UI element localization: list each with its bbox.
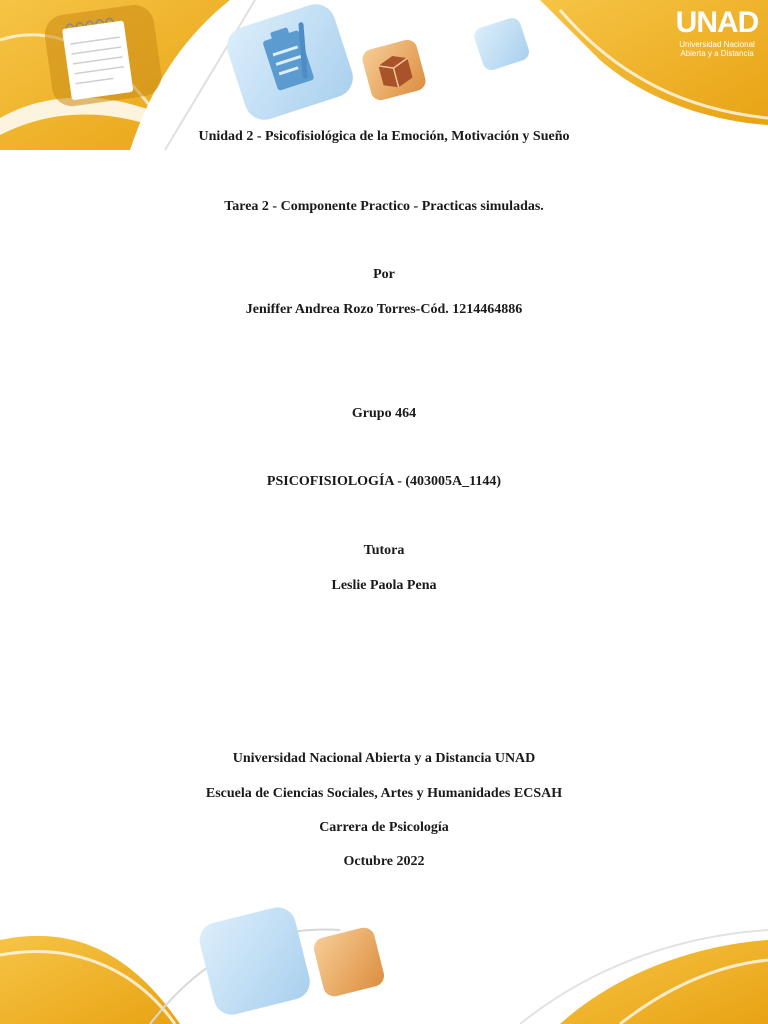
author-name: Jeniffer Andrea Rozo Torres-Cód. 1214464886 [245,302,523,317]
unad-wordmark: UNAD [675,6,759,39]
program-name: Carrera de Psicología [319,820,449,835]
unad-subtitle-line2: Abierta y a Distancia [680,49,754,58]
by-label: Por [373,267,395,282]
university-name: Universidad Nacional Abierta y a Distancia UNAD [232,751,536,766]
unad-logo [672,6,762,66]
course-name: PSICOFISIOLOGÍA - (403005A_1144) [266,474,502,489]
unit-title: Unidad 2 - Psicofisiológica de la Emoción, Motivación y Sueño [198,129,570,144]
book-tile-icon [360,38,428,103]
tutor-label: Tutora [363,543,405,558]
unad-subtitle-line1: Universidad Nacional [679,40,755,49]
bottom-left-gold-band [0,936,180,1024]
bottom-tan-tile [312,925,387,998]
small-blue-tile [472,16,531,73]
tutor-name: Leslie Paola Pena [331,578,437,593]
bottom-right-gold-band [560,940,768,1024]
notepad-tile-icon [42,2,164,108]
school-name: Escuela de Ciencias Sociales, Artes y Humanidades ECSAH [205,786,563,801]
bottom-blue-tile [196,904,314,1019]
document-date: Octubre 2022 [343,854,425,869]
task-title: Tarea 2 - Componente Practico - Practicas simuladas. [224,199,544,214]
group-number: Grupo 464 [351,406,417,421]
clipboard-tile-icon [222,0,358,125]
